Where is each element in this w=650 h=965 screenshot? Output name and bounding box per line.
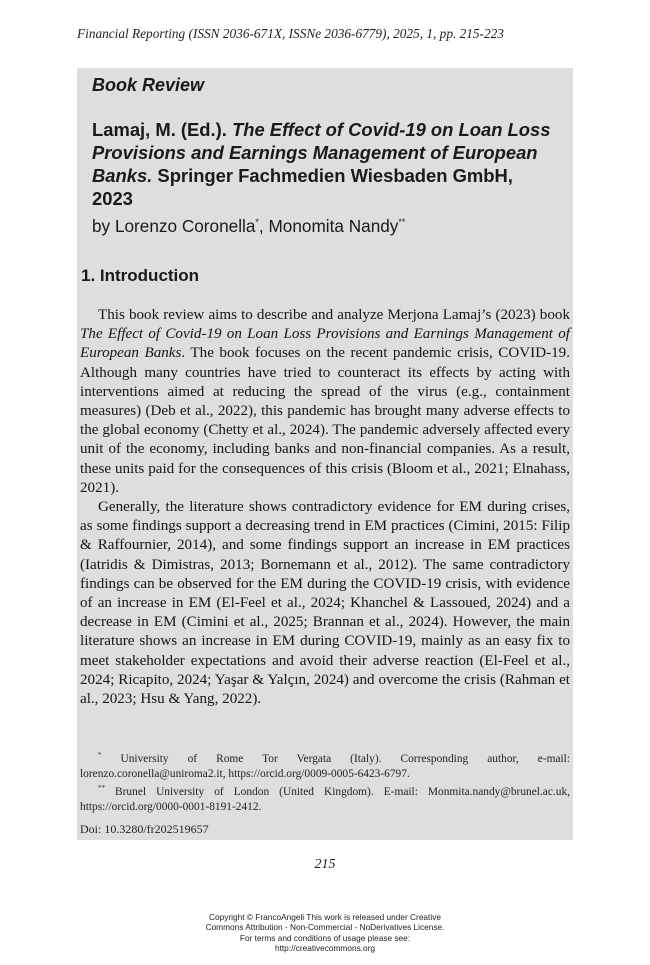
paragraph-1-book-title: The Effect of Covid-19 on Loan Loss Provisions and Earnings Management of European Banks xyxy=(80,326,570,362)
body-text xyxy=(80,306,570,709)
author-1: Lorenzo Coronella xyxy=(114,216,256,236)
author-separator: , xyxy=(258,216,269,236)
author-1-footnote-mark[interactable]: * xyxy=(255,217,259,227)
license-link[interactable]: http://creativecommons.org xyxy=(274,943,376,954)
paragraph-1 xyxy=(80,306,570,498)
paragraph-2: Generally, the literature shows contradictory evidence for EM during crises, as some findings support a decreasing trend in EM practices (Cimini, 2015: Filip & Raffournier, 2014), and some findings support an increase in EM practices (Iatridis & Dimistras, 2013; Bornemann et al., 2012). The same contradictory findings can be observed for the EM during the COVID-19 crisis, with evidence of an increase in EM (El-Feel et al., 2024; Khanchel & Lassoued, 2024) and a decrease in EM (Cimini et al., 2025; Brannan et al., 2024). However, the main literature shows an increase in EM during COVID-19, mainly as an easy fix to meet stakeholder expectations and avoid their adverse reaction (El-Feel et al., 2024; Ricapito, 2024; Yaşar & Yalçın, 2024) and overcome the crisis (Rahman et al., 2023; Hsu & Yang, 2022). xyxy=(80,499,570,708)
byline xyxy=(92,216,405,237)
footnote-1-text: University of Rome Tor Vergata (Italy). Corresponding author, e-mail: lorenzo.coronella@uniroma2.it, https://orcid.org/0009-0005-6423-6797. xyxy=(80,753,570,780)
footnote-2 xyxy=(80,781,570,814)
license-notice xyxy=(0,912,650,954)
footnote-1-mark: * xyxy=(98,751,102,759)
footnotes xyxy=(80,748,570,814)
section-heading: 1. Introduction xyxy=(81,266,200,285)
license-line-3: For terms and conditions of usage please see: xyxy=(239,932,411,943)
byline-prefix: by xyxy=(92,216,115,236)
section-label: Book Review xyxy=(92,75,205,95)
footnote-1 xyxy=(80,748,570,781)
author-2: Monomita Nandy xyxy=(268,216,399,236)
author-2-footnote-mark[interactable]: ** xyxy=(398,217,406,227)
article-panel xyxy=(77,68,573,840)
page-number: 215 xyxy=(314,857,336,872)
license-line-2: Commons Attribution - Non-Commercial - NoDerivatives License. xyxy=(205,922,445,933)
title-book: The Effect of Covid-19 on Loan Loss Provisions and Earnings Management of European Banks. xyxy=(92,119,551,186)
title-publisher: Springer Fachmedien Wiesbaden GmbH, 2023 xyxy=(92,165,513,209)
paragraph-1-start: This book review aims to describe and analyze Merjona Lamaj’s (2023) book xyxy=(98,307,570,323)
license-line-1: Copyright © FrancoAngeli This work is released under Creative xyxy=(209,912,441,922)
doi[interactable]: Doi: 10.3280/fr202519657 xyxy=(80,822,209,836)
review-title xyxy=(92,118,552,210)
title-author: Lamaj, M. (Ed.). xyxy=(92,119,232,140)
running-header: Financial Reporting (ISSN 2036-671X, ISSNe 2036-6779), 2025, 1, pp. 215-223 xyxy=(77,26,504,41)
footnote-2-text: Brunel University of London (United Kingdom). E-mail: Monmita.nandy@brunel.ac.uk, https://orcid.org/0000-0001-8191-2412. xyxy=(80,786,570,813)
footnote-2-mark: ** xyxy=(98,784,105,793)
paragraph-1-rest: . The book focuses on the recent pandemic crisis, COVID-19. Although many countries have tried to counteract its effects by acting with interventions aimed at reducing the spread of the virus (e.g., containment measures) (Deb et al., 2022), this pandemic has brought many adverse effects to the global economy (Chetty et al., 2024). The pandemic adversely affected every unit of the economy, including banks and non-financial companies. As a result, these units paid for the consequences of this crisis (Bloom et al., 2021; Elnahass, 2021). xyxy=(80,345,570,496)
